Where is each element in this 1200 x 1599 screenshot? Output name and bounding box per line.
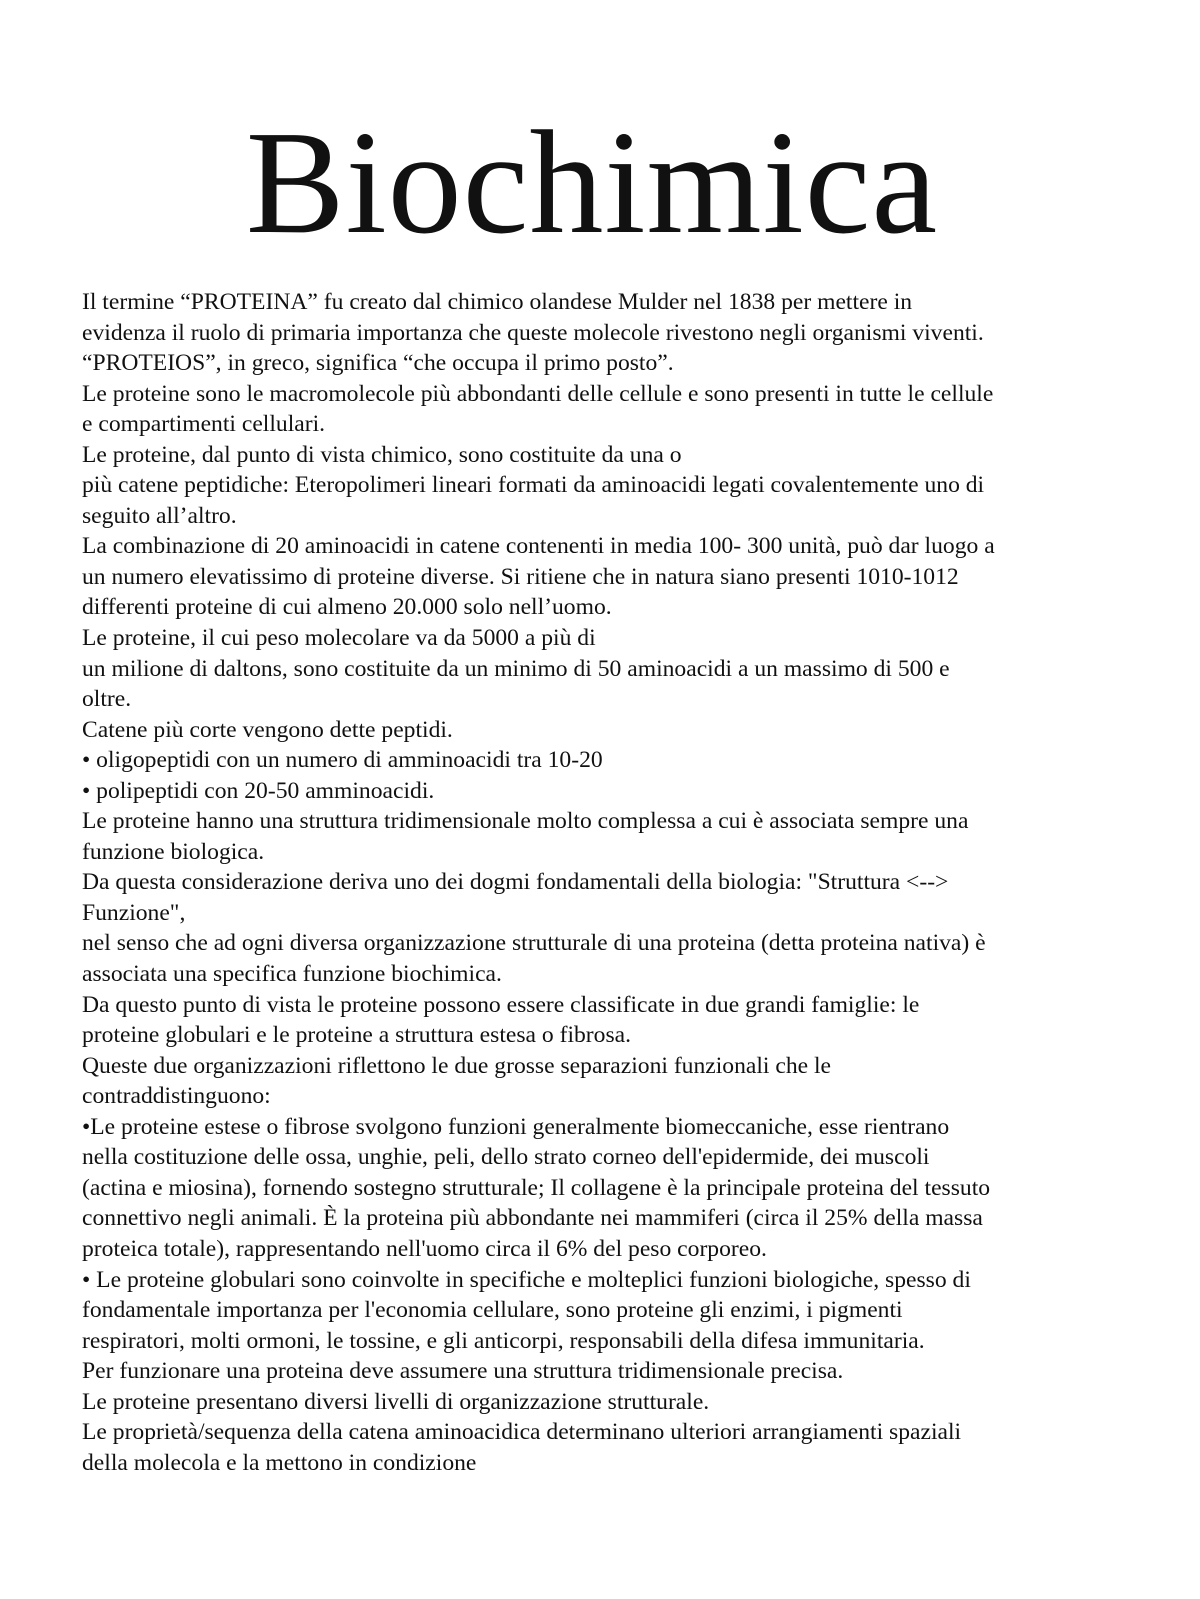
text-line: e compartimenti cellulari. xyxy=(82,411,326,438)
text-line: connettivo negli animali. È la proteina più abbondante nei mammiferi (circa il 25% della massa xyxy=(82,1205,983,1232)
text-line: Le proteine, il cui peso molecolare va da 5000 a più di xyxy=(82,625,596,652)
text-line: differenti proteine di cui almeno 20.000 solo nell’uomo. xyxy=(82,594,612,621)
text-line: (actina e miosina), fornendo sostegno strutturale; Il collagene è la principale proteina del tessuto xyxy=(82,1174,991,1201)
text-line: della molecola e la mettono in condizione xyxy=(82,1449,477,1476)
text-line: un milione di daltons, sono costituite da un minimo di 50 aminoacidi a un massimo di 500 e xyxy=(82,655,950,682)
text-line: evidenza il ruolo di primaria importanza che queste molecole rivestono negli organismi viventi. xyxy=(82,319,984,346)
text-line: La combinazione di 20 aminoacidi in catene contenenti in media 100- 300 unità, può dar luogo a xyxy=(82,533,995,560)
text-line: Queste due organizzazioni riflettono le due grosse separazioni funzionali che le xyxy=(82,1052,832,1079)
bullet-item: • oligopeptidi con un numero di amminoacidi tra 10-20 xyxy=(82,747,603,774)
text-line: Per funzionare una proteina deve assumere una struttura tridimensionale precisa. xyxy=(82,1358,844,1385)
text-line: contraddistinguono: xyxy=(82,1083,271,1110)
text-line: Le proteine, dal punto di vista chimico, sono costituite da una o xyxy=(82,441,682,468)
text-line: Le proteine presentano diversi livelli di organizzazione strutturale. xyxy=(82,1388,710,1415)
text-line: Da questa considerazione deriva uno dei dogmi fondamentali della biologia: "Struttura <--> xyxy=(82,869,949,896)
text-line: Da questo punto di vista le proteine possono essere classificate in due grandi famiglie: le xyxy=(82,991,920,1018)
text-line: Le proteine hanno una struttura tridimensionale molto complessa a cui è associata sempre una xyxy=(82,808,969,835)
text-line: oltre. xyxy=(82,686,132,713)
text-line: un numero elevatissimo di proteine diverse. Si ritiene che in natura siano presenti 1010-1012 xyxy=(82,563,959,590)
text-line: Le proprietà/sequenza della catena aminoacidica determinano ulteriori arrangiamenti spaziali xyxy=(82,1419,962,1446)
text-line: più catene peptidiche: Eteropolimeri lineari formati da aminoacidi legati covalentemente uno di xyxy=(82,472,985,499)
text-line: Catene più corte vengono dette peptidi. xyxy=(82,716,453,743)
text-line: nel senso che ad ogni diversa organizzazione strutturale di una proteina (detta proteina nativa) è xyxy=(82,930,986,957)
text-line: respiratori, molti ormoni, le tossine, e gli anticorpi, responsabili della difesa immunitaria. xyxy=(82,1327,925,1354)
text-line: nella costituzione delle ossa, unghie, peli, dello strato corneo dell'epidermide, dei muscoli xyxy=(82,1144,930,1171)
text-line: Funzione", xyxy=(82,899,186,926)
text-line: Il termine “PROTEINA” fu creato dal chimico olandese Mulder nel 1838 per mettere in xyxy=(82,289,913,315)
text-line: seguito all’altro. xyxy=(82,502,237,529)
bullet-item: • Le proteine globulari sono coinvolte in specifiche e molteplici funzioni biologiche, spesso di xyxy=(82,1266,971,1293)
bullet-item: • polipeptidi con 20-50 amminoacidi. xyxy=(82,777,435,804)
text-line: “PROTEIOS”, in greco, significa “che occupa il primo posto”. xyxy=(82,350,674,377)
text-line: proteica totale), rappresentando nell'uomo circa il 6% del peso corporeo. xyxy=(82,1235,767,1262)
text-line: Le proteine sono le macromolecole più abbondanti delle cellule e sono presenti in tutte le cellule xyxy=(82,380,994,407)
text-line: proteine globulari e le proteine a struttura estesa o fibrosa. xyxy=(82,1022,632,1049)
text-line: fondamentale importanza per l'economia cellulare, sono proteine gli enzimi, i pigmenti xyxy=(82,1297,903,1324)
document-body xyxy=(82,287,1142,1478)
text-line: funzione biologica. xyxy=(82,838,265,865)
bullet-item: •Le proteine estese o fibrose svolgono funzioni generalmente biomeccaniche, esse rientrano xyxy=(82,1113,950,1140)
text-line: associata una specifica funzione biochimica. xyxy=(82,961,502,988)
document-title: Biochimica xyxy=(245,101,939,265)
